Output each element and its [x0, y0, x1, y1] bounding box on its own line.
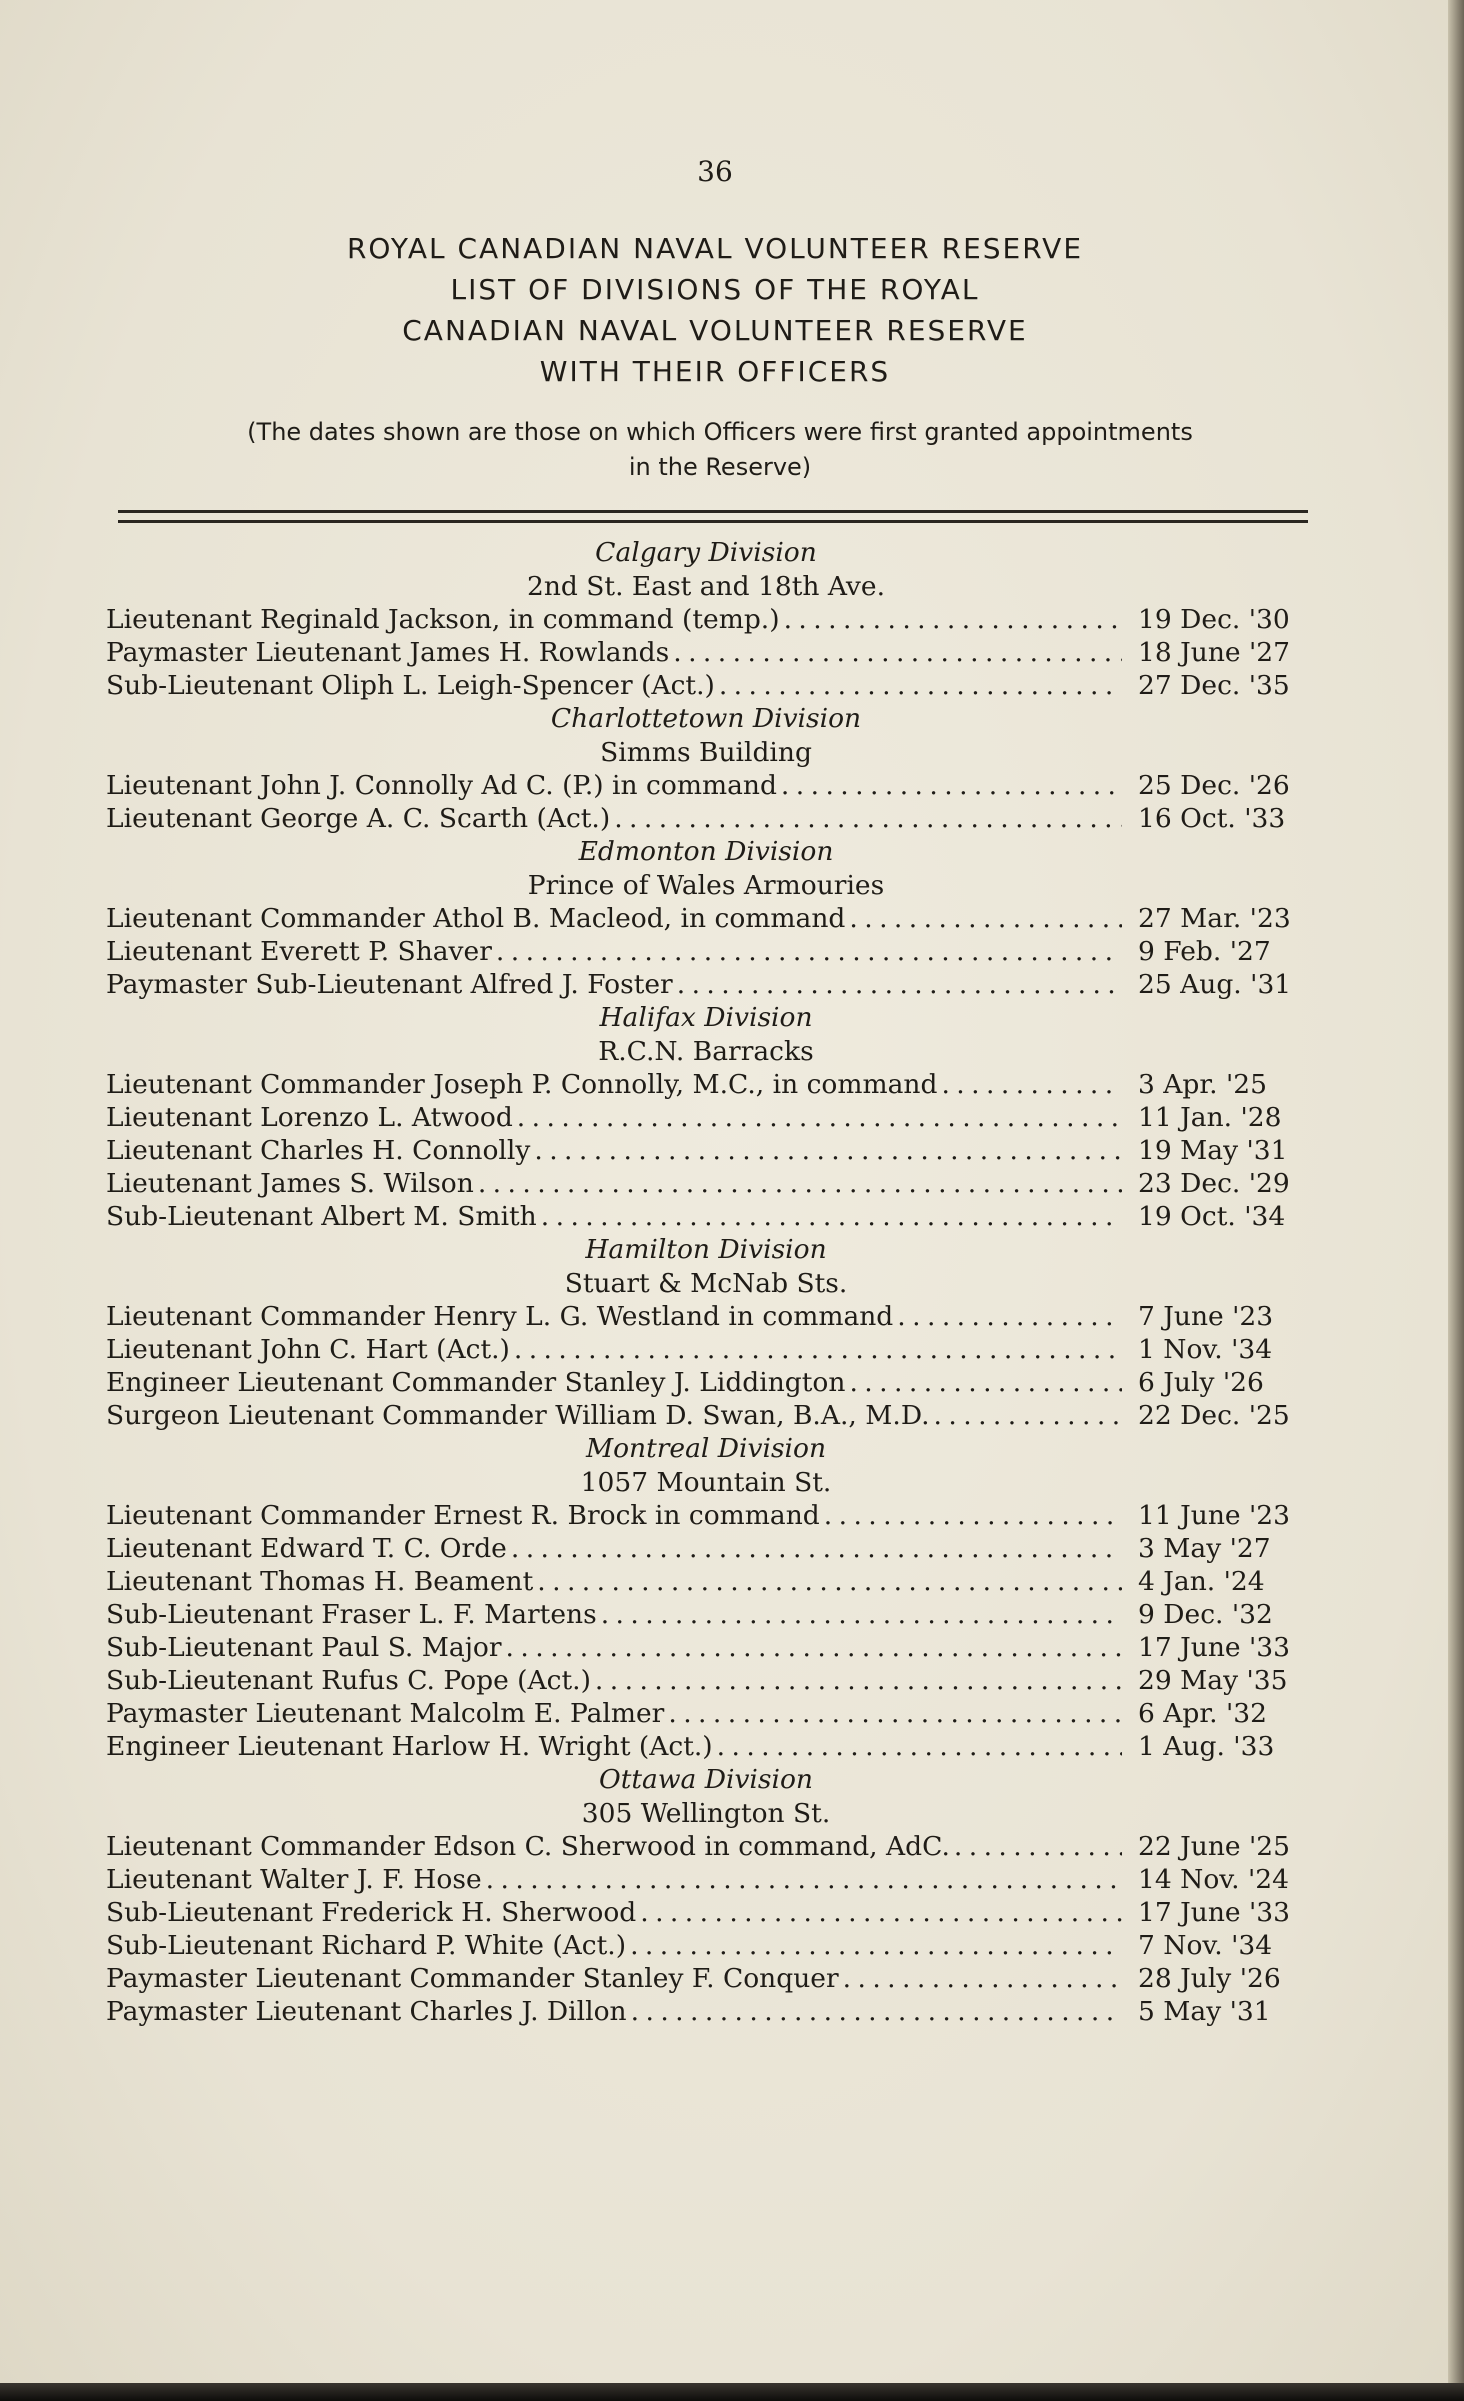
division-name: Charlottetown Division: [550, 703, 862, 734]
officer-name: Sub-Lieutenant Paul S. Major: [106, 1632, 502, 1663]
dot-leader: [496, 935, 1122, 968]
appointment-date: 4 Jan. '24: [1138, 1566, 1265, 1597]
dot-leader: [537, 1565, 1122, 1598]
officer-name: Engineer Lieutenant Commander Stanley J. Liddington: [106, 1367, 846, 1398]
appointment-date: 25 Dec. '26: [1138, 770, 1290, 801]
officer-name: Sub-Lieutenant Frederick H. Sherwood: [106, 1897, 637, 1928]
officer-name: Lieutenant Thomas H. Beament: [106, 1566, 534, 1597]
book-gutter-shadow: [1448, 0, 1464, 2401]
officer-row: [106, 1896, 1306, 1929]
division-address: 1057 Mountain St.: [580, 1467, 832, 1498]
division-section: [106, 536, 1306, 702]
dot-leader: [478, 1167, 1122, 1200]
division-name: Halifax Division: [599, 1002, 813, 1033]
appointment-date: 27 Mar. '23: [1138, 903, 1291, 934]
officer-row: [106, 603, 1306, 636]
officer-name: Paymaster Lieutenant Commander Stanley F. Conquer: [106, 1963, 839, 1994]
officer-name: Lieutenant Charles H. Connolly: [106, 1135, 531, 1166]
dot-leader: [631, 1995, 1122, 2028]
division-section: [106, 835, 1306, 1001]
dot-leader: [514, 1333, 1122, 1366]
officer-name: Lieutenant Commander Edson C. Sherwood in command, AdC.: [106, 1831, 950, 1862]
appointment-date: 22 June '25: [1138, 1831, 1291, 1862]
appointment-date: 1 Aug. '33: [1138, 1731, 1275, 1762]
officer-row: [106, 669, 1306, 702]
officer-row: [106, 1200, 1306, 1233]
dot-leader: [849, 1366, 1122, 1399]
officer-row: [106, 1300, 1306, 1333]
appointment-date: 17 June '33: [1138, 1897, 1291, 1928]
dot-leader: [781, 769, 1122, 802]
appointment-date: 9 Dec. '32: [1138, 1599, 1273, 1630]
dot-leader: [630, 1929, 1122, 1962]
appointment-date: 19 Dec. '30: [1138, 604, 1290, 635]
division-address: 2nd St. East and 18th Ave.: [526, 571, 886, 602]
dot-leader: [941, 1068, 1122, 1101]
dot-leader: [614, 802, 1122, 835]
appointment-date: 14 Nov. '24: [1138, 1864, 1289, 1895]
officer-row: [106, 935, 1306, 968]
officer-row: [106, 1068, 1306, 1101]
division-name: Montreal Division: [585, 1433, 827, 1464]
officer-row: [106, 902, 1306, 935]
appointment-date: 1 Nov. '34: [1138, 1334, 1273, 1365]
division-address: R.C.N. Barracks: [598, 1036, 814, 1067]
dot-leader: [541, 1200, 1122, 1233]
appointment-date: 11 June '23: [1138, 1500, 1291, 1531]
appointment-date: 19 May '31: [1138, 1135, 1288, 1166]
officer-name: Engineer Lieutenant Harlow H. Wright (Act.): [106, 1731, 713, 1762]
double-rule-top: [118, 510, 1308, 513]
officer-row: [106, 636, 1306, 669]
appointment-date: 3 May '27: [1138, 1533, 1271, 1564]
dot-leader: [595, 1664, 1122, 1697]
heading-line: WITH THEIR OFFICERS: [539, 355, 891, 388]
division-section: [106, 1233, 1306, 1432]
officer-name: Sub-Lieutenant Richard P. White (Act.): [106, 1930, 627, 1961]
division-address: Prince of Wales Armouries: [527, 870, 885, 901]
dates-note-line: (The dates shown are those on which Officers were first granted appointments: [247, 418, 1193, 446]
officer-name: Lieutenant Lorenzo L. Atwood: [106, 1102, 513, 1133]
officer-row: [106, 1631, 1306, 1664]
officer-row: [106, 1399, 1306, 1432]
officer-name: Paymaster Lieutenant James H. Rowlands: [106, 637, 670, 668]
officer-row: [106, 1532, 1306, 1565]
officer-name: Lieutenant Walter J. F. Hose: [106, 1864, 482, 1895]
heading-line: CANADIAN NAVAL VOLUNTEER RESERVE: [402, 314, 1028, 347]
officer-row: [106, 1995, 1306, 2028]
officer-name: Sub-Lieutenant Oliph L. Leigh-Spencer (Act.): [106, 670, 715, 701]
officer-row: [106, 1730, 1306, 1763]
officer-row: [106, 1598, 1306, 1631]
officer-row: [106, 1366, 1306, 1399]
officer-name: Lieutenant Reginald Jackson, in command (temp.): [106, 604, 780, 635]
double-rule-bottom: [118, 520, 1308, 523]
officer-name: Surgeon Lieutenant Commander William D. Swan, B.A., M.D.: [106, 1400, 930, 1431]
appointment-date: 22 Dec. '25: [1138, 1400, 1290, 1431]
appointment-date: 7 Nov. '34: [1138, 1930, 1273, 1961]
officer-name: Sub-Lieutenant Fraser L. F. Martens: [106, 1599, 597, 1630]
division-address: Stuart & McNab Sts.: [564, 1268, 848, 1299]
appointment-date: 9 Feb. '27: [1138, 936, 1271, 967]
officer-name: Lieutenant Edward T. C. Orde: [106, 1533, 507, 1564]
appointment-date: 19 Oct. '34: [1138, 1201, 1286, 1232]
division-name: Edmonton Division: [578, 836, 834, 867]
division-listing: [106, 536, 1306, 2028]
appointment-date: 17 June '33: [1138, 1632, 1291, 1663]
dot-leader: [897, 1300, 1122, 1333]
page-bottom-edge: [0, 2383, 1464, 2401]
officer-row: [106, 1962, 1306, 1995]
appointment-date: 6 July '26: [1138, 1367, 1264, 1398]
officer-name: Lieutenant John C. Hart (Act.): [106, 1334, 510, 1365]
officer-row: [106, 1929, 1306, 1962]
officer-row: [106, 1830, 1306, 1863]
appointment-date: 23 Dec. '29: [1138, 1168, 1290, 1199]
officer-name: Lieutenant James S. Wilson: [106, 1168, 474, 1199]
officer-name: Lieutenant Commander Athol B. Macleod, in command: [106, 903, 846, 934]
appointment-date: 29 May '35: [1138, 1665, 1288, 1696]
heading-line: LIST OF DIVISIONS OF THE ROYAL: [450, 273, 980, 306]
division-address: Simms Building: [600, 737, 812, 768]
division-name: Hamilton Division: [585, 1234, 827, 1265]
dot-leader: [673, 636, 1122, 669]
officer-row: [106, 802, 1306, 835]
division-section: [106, 1001, 1306, 1233]
dates-note: [100, 415, 1340, 485]
dates-note-line: in the Reserve): [628, 453, 812, 481]
dot-leader: [784, 603, 1122, 636]
appointment-date: 16 Oct. '33: [1138, 803, 1286, 834]
officer-row: [106, 1863, 1306, 1896]
appointment-date: 27 Dec. '35: [1138, 670, 1290, 701]
dot-leader: [824, 1499, 1122, 1532]
division-section: [106, 702, 1306, 835]
officer-row: [106, 968, 1306, 1001]
dot-leader: [511, 1532, 1122, 1565]
officer-row: [106, 1697, 1306, 1730]
division-name: Ottawa Division: [599, 1764, 813, 1795]
officer-row: [106, 1167, 1306, 1200]
dot-leader: [677, 968, 1122, 1001]
dot-leader: [517, 1101, 1122, 1134]
dot-leader: [934, 1399, 1122, 1432]
officer-name: Paymaster Lieutenant Malcolm E. Palmer: [106, 1698, 665, 1729]
dot-leader: [640, 1896, 1122, 1929]
officer-row: [106, 1499, 1306, 1532]
dot-leader: [601, 1598, 1122, 1631]
officer-name: Lieutenant George A. C. Scarth (Act.): [106, 803, 611, 834]
officer-name: Sub-Lieutenant Albert M. Smith: [106, 1201, 537, 1232]
appointment-date: 6 Apr. '32: [1138, 1698, 1267, 1729]
appointment-date: 28 July '26: [1138, 1963, 1281, 1994]
division-section: [106, 1763, 1306, 2028]
dot-leader: [843, 1962, 1122, 1995]
appointment-date: 3 Apr. '25: [1138, 1069, 1267, 1100]
officer-name: Paymaster Sub-Lieutenant Alfred J. Foster: [106, 969, 673, 1000]
officer-row: [106, 1333, 1306, 1366]
document-heading: [0, 228, 1430, 392]
officer-name: Lieutenant Commander Henry L. G. Westland in command: [106, 1301, 894, 1332]
dot-leader: [717, 1730, 1122, 1763]
officer-name: Lieutenant John J. Connolly Ad C. (P.) in command: [106, 770, 777, 801]
page-number: 36: [697, 155, 733, 188]
dot-leader: [534, 1134, 1122, 1167]
officer-name: Lieutenant Commander Joseph P. Connolly, M.C., in command: [106, 1069, 938, 1100]
appointment-date: 18 June '27: [1138, 637, 1291, 668]
officer-row: [106, 1101, 1306, 1134]
dot-leader: [849, 902, 1122, 935]
division-name: Calgary Division: [595, 537, 817, 568]
appointment-date: 25 Aug. '31: [1138, 969, 1292, 1000]
appointment-date: 5 May '31: [1138, 1996, 1271, 2027]
officer-row: [106, 1565, 1306, 1598]
appointment-date: 7 June '23: [1138, 1301, 1274, 1332]
dot-leader: [486, 1863, 1122, 1896]
dot-leader: [668, 1697, 1122, 1730]
officer-name: Lieutenant Everett P. Shaver: [106, 936, 492, 967]
officer-row: [106, 1664, 1306, 1697]
officer-name: Paymaster Lieutenant Charles J. Dillon: [106, 1996, 627, 2027]
dot-leader: [954, 1830, 1122, 1863]
division-address: 305 Wellington St.: [581, 1798, 831, 1829]
officer-row: [106, 769, 1306, 802]
officer-row: [106, 1134, 1306, 1167]
dot-leader: [506, 1631, 1122, 1664]
heading-line: ROYAL CANADIAN NAVAL VOLUNTEER RESERVE: [346, 232, 1084, 265]
officer-name: Lieutenant Commander Ernest R. Brock in command: [106, 1500, 820, 1531]
officer-name: Sub-Lieutenant Rufus C. Pope (Act.): [106, 1665, 591, 1696]
division-section: [106, 1432, 1306, 1763]
appointment-date: 11 Jan. '28: [1138, 1102, 1282, 1133]
dot-leader: [719, 669, 1122, 702]
